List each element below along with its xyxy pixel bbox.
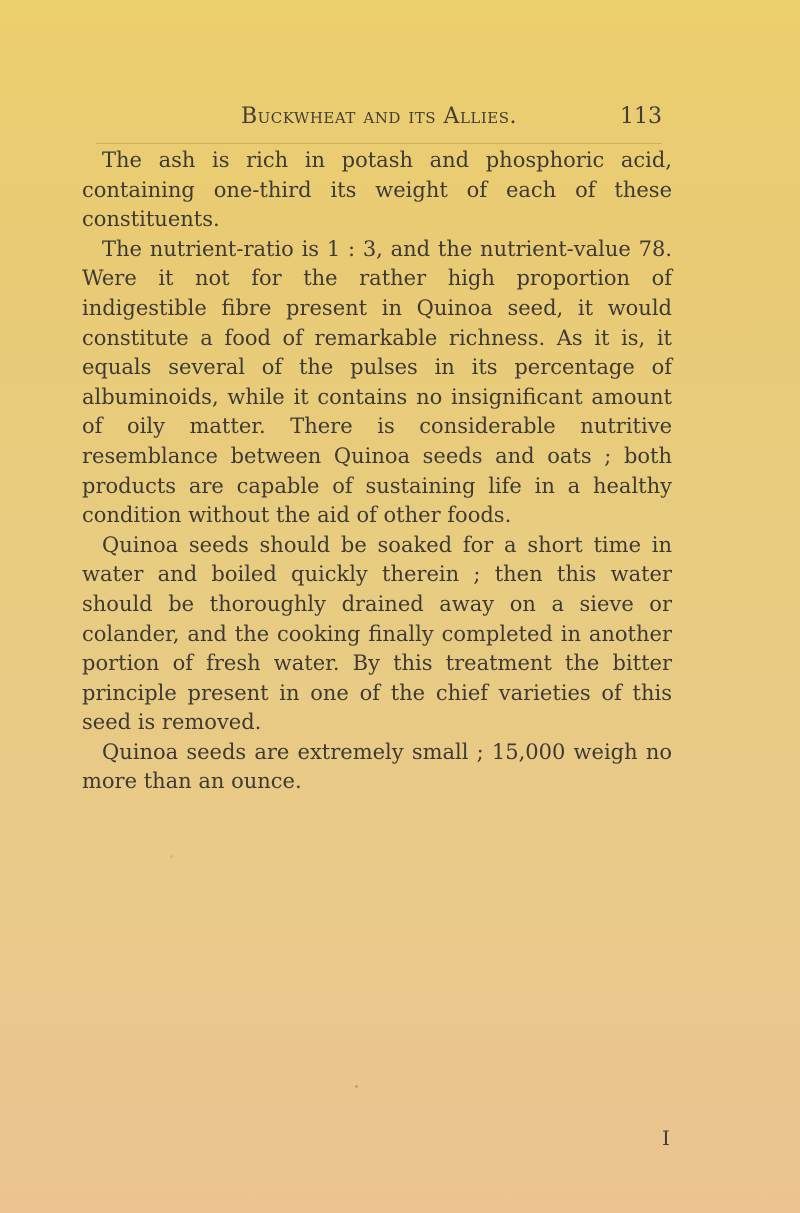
header-rule: [96, 143, 662, 144]
paragraph-nutrient-ratio: The nutrient-ratio is 1 : 3, and the nutrient-value 78. Were it not for the rather high proportion of indigestible fibre present in Quinoa seed, it would constitute a food of remarkable richness. As it is, it equals several of the pulses in its percentage of albuminoids, while it contains no insignificant amount of oily matter. There is considerable nutritive resemblance between Quinoa seeds and oats ; both products are capable of sustaining life in a healthy condition without the aid of other foods.: [82, 236, 672, 528]
page-number: 113: [620, 104, 662, 129]
paragraph-ash: The ash is rich in potash and phosphoric acid, containing one-third its weight of each of these constituents.: [82, 148, 672, 232]
running-head: [96, 104, 662, 134]
paragraph-seed-size: Quinoa seeds are extremely small ; 15,000 weigh no more than an ounce.: [82, 739, 672, 794]
signature-mark: I: [662, 1126, 670, 1150]
paper-speck: [355, 1085, 358, 1088]
paragraph-cooking: Quinoa seeds should be soaked for a short time in water and boiled quickly therein ; then this water should be thoroughly drained away on a sieve or colander, and the cooking finally completed in another portion of fresh water. By this treatment the bitter principle present in one of the chief varieties of this seed is removed.: [82, 532, 672, 735]
running-title: Buckwheat and its Allies.: [240, 104, 518, 129]
body-text: [82, 146, 672, 797]
paper-speck: [170, 855, 173, 858]
